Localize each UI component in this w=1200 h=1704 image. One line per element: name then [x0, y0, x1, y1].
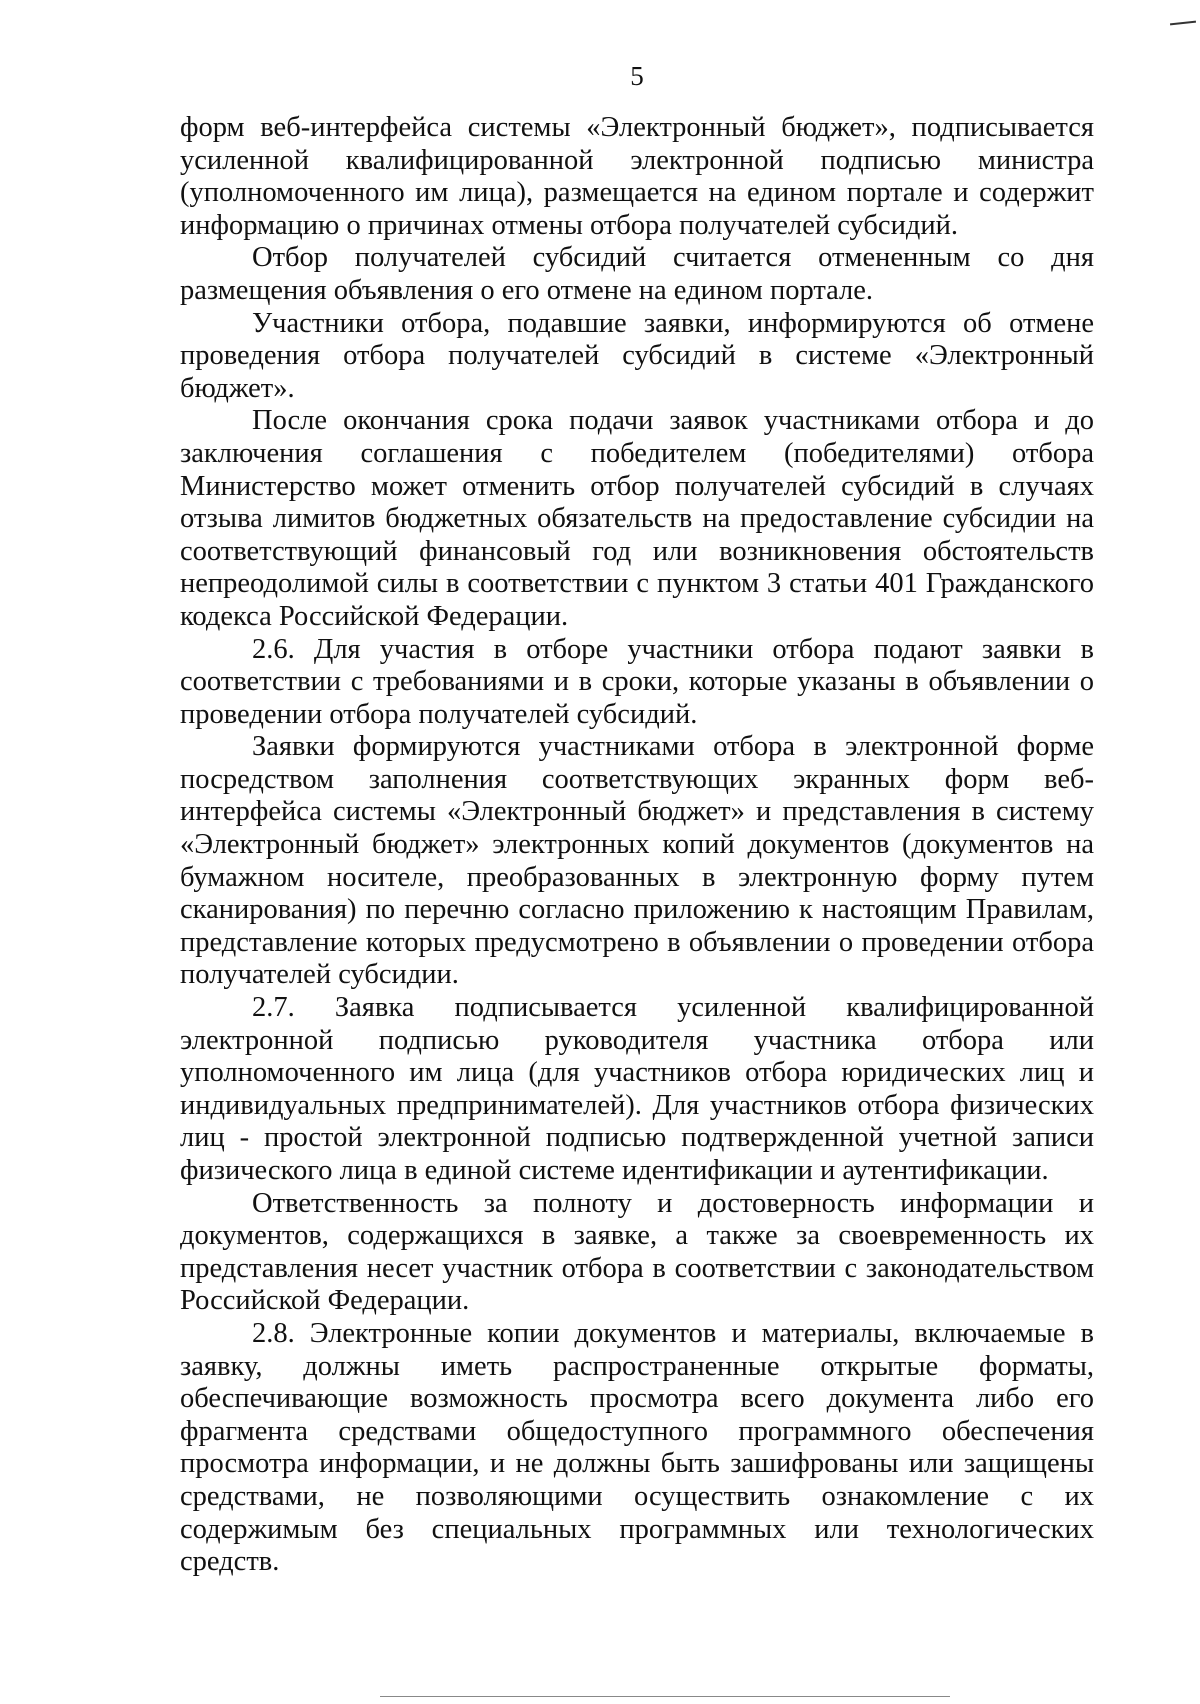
paragraph: 2.7. Заявка подписывается усиленной квалифицированной электронной подписью руководителя участника отбора или уполномоченного им лица (для участников отбора юридических лиц и индивидуальных предпринимателей). Для участников отбора физических лиц - простой электронной подписью подтвержденной учетной записи физического лица в единой системе идентификации и аутентификации.: [180, 992, 1094, 1186]
paragraph: Заявки формируются участниками отбора в электронной форме посредством заполнения соответствующих экранных форм веб-интерфейса системы «Электронный бюджет» и представления в систему «Электронный бюджет» электронных копий документов (документов на бумажном носителе, преобразованных в электронную форму путем сканирования) по перечню согласно приложению к настоящим Правилам, представление которых предусмотрено в объявлении о проведении отбора получателей субсидии.: [180, 731, 1094, 991]
paragraph: 2.6. Для участия в отборе участники отбора подают заявки в соответствии с требованиями и в сроки, которые указаны в объявлении о проведении отбора получателей субсидий.: [180, 633, 1094, 730]
paragraph: Участники отбора, подавшие заявки, информируются об отмене проведения отбора получателей субсидий в системе «Электронный бюджет».: [180, 307, 1094, 404]
page-number: 5: [630, 61, 644, 91]
body-text: [180, 112, 1094, 1579]
paragraph: 2.8. Электронные копии документов и материалы, включаемые в заявку, должны иметь распространенные открытые форматы, обеспечивающие возможность просмотра всего документа либо его фрагмента средствами общедоступного программного обеспечения просмотра информации, и не должны быть зашифрованы или защищены средствами, не позволяющими осуществить ознакомление с их содержимым без специальных программных или технологических средств.: [180, 1317, 1094, 1578]
paragraph: Отбор получателей субсидий считается отмененным со дня размещения объявления о его отмене на едином портале.: [180, 242, 1094, 306]
paragraph: После окончания срока подачи заявок участниками отбора и до заключения соглашения с победителем (победителями) отбора Министерство может отменить отбор получателей субсидий в случаях отзыва лимитов бюджетных обязательств на предоставление субсидии на соответствующий финансовый год или возникновения обстоятельств непреодолимой силы в соответствии с пунктом 3 статьи 401 Гражданского кодекса Российской Федерации.: [180, 405, 1094, 632]
scan-edge-line: [380, 1696, 950, 1697]
paragraph: Ответственность за полноту и достоверность информации и документов, содержащихся в заявке, а также за своевременность их представления несет участник отбора в соответствии с законодательством Российской Федерации.: [180, 1187, 1094, 1317]
scan-mark: [1170, 21, 1196, 26]
paragraph: форм веб-интерфейса системы «Электронный бюджет», подписывается усиленной квалифицированной электронной подписью министра (уполномоченного им лица), размещается на едином портале и содержит информацию о причинах отмены отбора получателей субсидий.: [180, 112, 1094, 241]
